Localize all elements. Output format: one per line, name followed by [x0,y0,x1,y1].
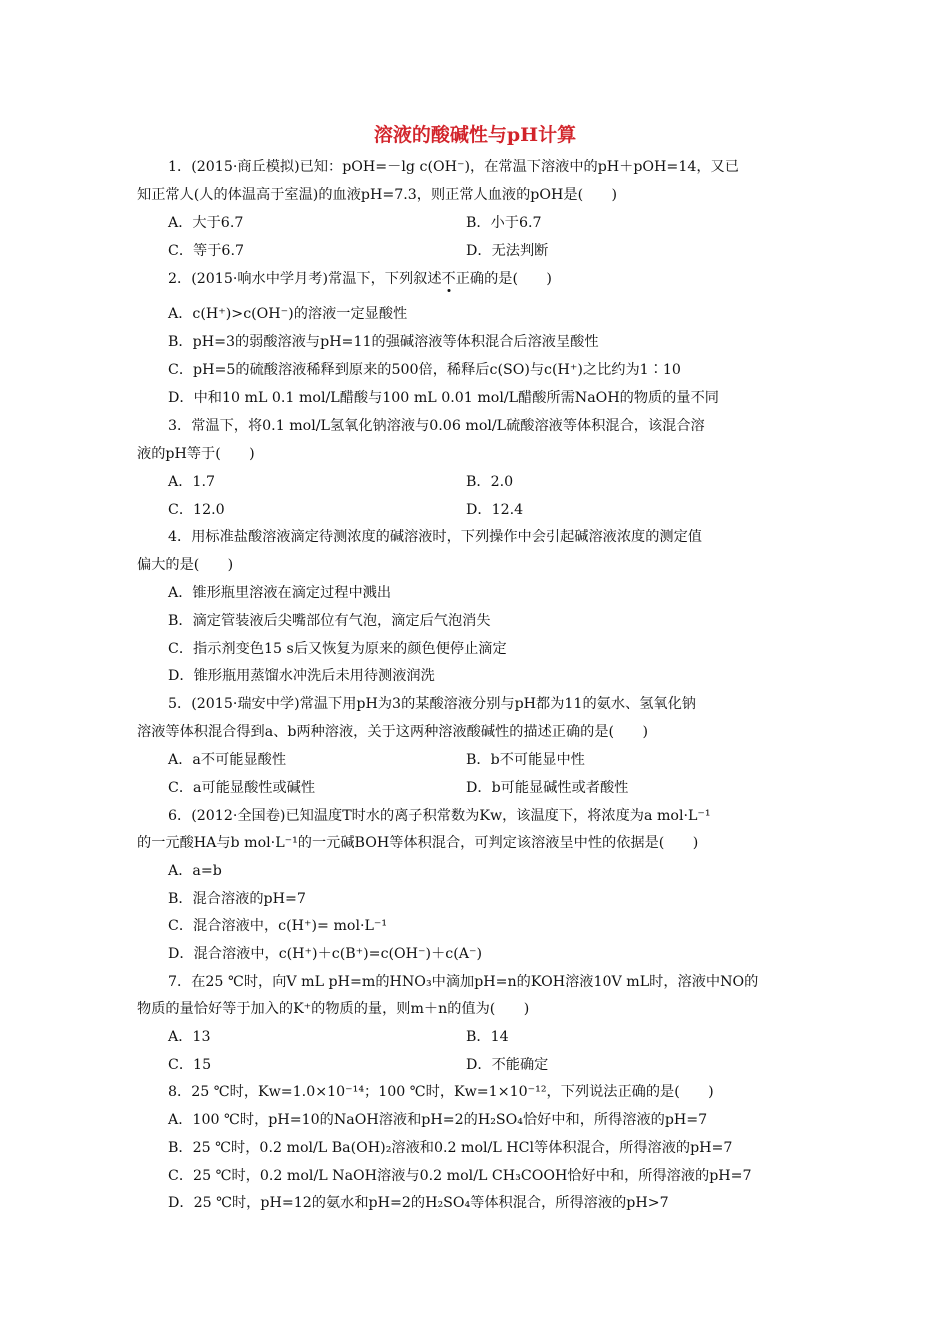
question-3-stem-line-1: 3．常温下，将0.1 mol/L氢氧化钠溶液与0.06 mol/L硫酸溶液等体积混合，该混合溶 [168,418,705,434]
question-1-option-a: A．大于6.7 [168,215,244,231]
question-2-stem [168,269,552,289]
question-6-option-d: D．混合溶液中，c(H⁺)＋c(B⁺)=c(OH⁻)＋c(A⁻) [168,946,483,962]
question-6-option-a: A．a=b [168,863,222,879]
question-5-option-a: A．a不可能显酸性 [168,752,287,768]
question-2-option-a: A．c(H⁺)>c(OH⁻)的溶液一定显酸性 [168,306,408,322]
question-4-option-b: B．滴定管装液后尖嘴部位有气泡，滴定后气泡消失 [168,613,491,629]
question-8-option-a: A．100 ℃时，pH=10的NaOH溶液和pH=2的H₂SO₄恰好中和，所得溶液的pH=7 [168,1112,708,1128]
question-4-stem-line-1: 4．用标准盐酸溶液滴定待测浓度的碱溶液时，下列操作中会引起碱溶液浓度的测定值 [168,529,702,545]
question-8-stem: 8．25 ℃时，Kw=1.0×10⁻¹⁴；100 ℃时，Kw=1×10⁻¹²，下列说法正确的是( ) [168,1084,714,1100]
question-6-stem-line-1: 6．(2012·全国卷)已知温度T时水的离子积常数为Kw，该温度下，将浓度为a mol·L⁻¹ [168,808,711,824]
question-6-stem-line-2: 的一元酸HA与b mol·L⁻¹的一元碱BOH等体积混合，可判定该溶液呈中性的依据是( ) [137,835,699,851]
question-7-option-b: B．14 [466,1029,509,1045]
question-7-option-c: C．15 [168,1057,212,1073]
question-5-option-d: D．b可能显碱性或者酸性 [466,780,629,796]
question-2-stem-after: 正确的是( ) [455,271,552,287]
question-7-stem-line-2: 物质的量恰好等于加入的K⁺的物质的量，则m＋n的值为( ) [137,1001,530,1017]
question-1-stem-line-1: 1．(2015·商丘模拟)已知：pOH=－lg c(OH⁻)，在常温下溶液中的pH＋pOH=14，又已 [168,159,739,175]
question-3-option-a: A．1.7 [168,474,215,490]
question-8-option-b: B．25 ℃时，0.2 mol/L Ba(OH)₂溶液和0.2 mol/L HCl等体积混合，所得溶液的pH=7 [168,1140,733,1156]
question-8-option-d: D．25 ℃时，pH=12的氨水和pH=2的H₂SO₄等体积混合，所得溶液的pH>7 [168,1195,669,1211]
question-4-option-a: A．锥形瓶里溶液在滴定过程中溅出 [168,585,392,601]
question-1-option-d: D．无法判断 [466,243,549,259]
question-1-option-c: C．等于6.7 [168,243,244,259]
question-2-stem-before: 2．(2015·响水中学月考)常温下，下列叙述 [168,271,442,287]
question-5-option-c: C．a可能显酸性或碱性 [168,780,316,796]
question-2-option-d: D．中和10 mL 0.1 mol/L醋酸与100 mL 0.01 mol/L醋酸所需NaOH的物质的量不同 [168,390,719,406]
question-3-option-d: D．12.4 [466,502,524,518]
question-2-stem-emphasis: 不 [441,271,456,287]
question-4-option-c: C．指示剂变色15 s后又恢复为原来的颜色便停止滴定 [168,641,507,657]
question-7-option-d: D．不能确定 [466,1057,549,1073]
question-1-stem-line-2: 知正常人(人的体温高于室温)的血液pH=7.3，则正常人血液的pOH是( ) [137,187,618,203]
question-6-option-b: B．混合溶液的pH=7 [168,891,306,907]
question-3-option-b: B．2.0 [466,474,514,490]
question-5-stem-line-1: 5．(2015·瑞安中学)常温下用pH为3的某酸溶液分别与pH都为11的氨水、氢氧化钠 [168,696,696,712]
question-5-option-b: B．b不可能显中性 [466,752,585,768]
question-2-option-b: B．pH=3的弱酸溶液与pH=11的强碱溶液等体积混合后溶液呈酸性 [168,334,599,350]
question-1-option-b: B．小于6.7 [466,215,542,231]
question-6-option-c: C．混合溶液中，c(H⁺)= mol·L⁻¹ [168,918,388,934]
question-3-option-c: C．12.0 [168,502,225,518]
page-title: 溶液的酸碱性与pH计算 [373,124,577,146]
question-4-stem-line-2: 偏大的是( ) [137,557,234,573]
question-7-option-a: A．13 [168,1029,211,1045]
question-5-stem-line-2: 溶液等体积混合得到a、b两种溶液，关于这两种溶液酸碱性的描述正确的是( ) [137,724,648,740]
question-2-option-c: C．pH=5的硫酸溶液稀释到原来的500倍，稀释后c(SO)与c(H⁺)之比约为1∶10 [168,362,681,378]
question-7-stem-line-1: 7．在25 ℃时，向V mL pH=m的HNO₃中滴加pH=n的KOH溶液10V mL时，溶液中NO的 [168,974,759,990]
question-4-option-d: D．锥形瓶用蒸馏水冲洗后未用待测液润洗 [168,668,435,684]
question-3-stem-line-2: 液的pH等于( ) [137,446,255,462]
question-8-option-c: C．25 ℃时，0.2 mol/L NaOH溶液与0.2 mol/L CH₃COOH恰好中和，所得溶液的pH=7 [168,1168,752,1184]
